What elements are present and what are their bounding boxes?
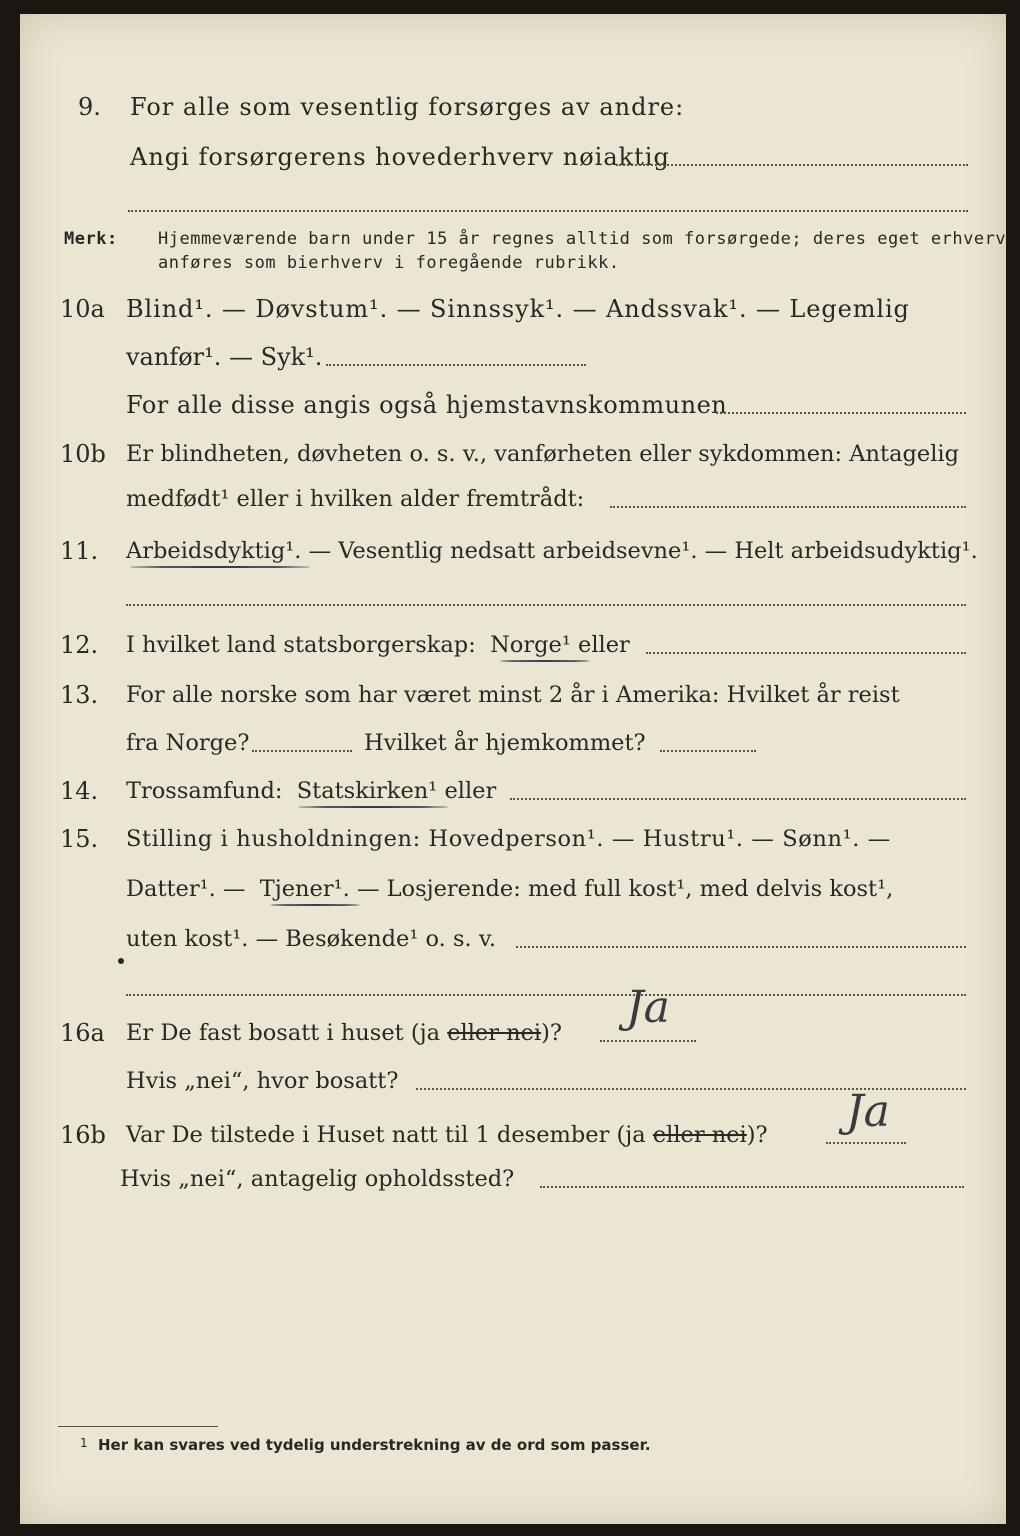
- q15-number: 15.: [60, 825, 99, 853]
- q10b-line2: medfødt¹ eller i hvilken alder fremtrådt:: [126, 486, 585, 512]
- q10b-number: 10b: [60, 440, 106, 468]
- q10b-answer-line[interactable]: [610, 506, 966, 508]
- q15-option-datter: Datter¹. —: [126, 876, 246, 902]
- q15-option-tjener[interactable]: Tjener¹.: [259, 876, 350, 902]
- q10a-hjemstavn-line[interactable]: [716, 412, 966, 414]
- q15-line1: Stilling i husholdningen: Hovedperson¹. — Hustru¹. — Sønn¹. —: [126, 826, 891, 852]
- q11-option-arbeidsdyktig[interactable]: Arbeidsdyktig¹.: [126, 538, 302, 564]
- q12-line: [126, 630, 630, 660]
- q16a-line2: Hvis „nei“, hvor bosatt?: [126, 1068, 399, 1094]
- q16b-struck-option[interactable]: eller nei: [652, 1122, 747, 1148]
- q11-answer-line[interactable]: [126, 604, 966, 606]
- q16a-answer-line[interactable]: [600, 1040, 696, 1042]
- q16b-number: 16b: [60, 1121, 106, 1149]
- q12-question: I hvilket land statsborgerskap:: [126, 632, 476, 658]
- q15-answer-line[interactable]: [516, 946, 966, 948]
- q10a-answer-line[interactable]: [326, 364, 586, 366]
- q13-reist-line[interactable]: [252, 750, 352, 752]
- q16b-question-end: )?: [746, 1122, 768, 1148]
- q10a-line1: Blind¹. — Døvstum¹. — Sinnssyk¹. — Andssvak¹. — Legemlig: [126, 295, 910, 323]
- q16b-answer-line[interactable]: [826, 1142, 906, 1144]
- q10a-number: 10a: [60, 295, 105, 323]
- q10b-line1: Er blindheten, døvheten o. s. v., vanførheten eller sykdommen: Antagelig: [126, 441, 959, 467]
- q13-line2b: Hvilket år hjemkommet?: [364, 730, 646, 756]
- merk-line1: Hjemmeværende barn under 15 år regnes alltid som forsørgede; deres eget erhverv: [158, 229, 1007, 249]
- q16a-handwritten-answer: Ja: [626, 982, 670, 1033]
- q9-line1: For alle som vesentlig forsørges av andre:: [130, 93, 685, 121]
- q10a-line2: vanfør¹. — Syk¹.: [126, 343, 323, 371]
- q13-line1: For alle norske som har været minst 2 år i Amerika: Hvilket år reist: [126, 682, 900, 708]
- q16a-number: 16a: [60, 1019, 105, 1047]
- q16b-handwritten-answer: Ja: [846, 1086, 890, 1137]
- q12-option-norge[interactable]: Norge¹: [490, 632, 571, 658]
- q14-tail: eller: [444, 778, 497, 804]
- q12-answer-line[interactable]: [646, 652, 966, 654]
- q14-option-statskirken[interactable]: Statskirken¹: [296, 778, 438, 804]
- census-form-page: [20, 14, 1006, 1524]
- q16b-opholdssted-line[interactable]: [540, 1186, 964, 1188]
- q16b-line1: [126, 1120, 768, 1150]
- q12-number: 12.: [60, 631, 99, 659]
- ink-dot: [118, 958, 124, 964]
- q15-line2-rest: — Losjerende: med full kost¹, med delvis kost¹,: [356, 876, 894, 902]
- q14-question: Trossamfund:: [126, 778, 283, 804]
- q16a-line1: [126, 1018, 562, 1048]
- q11-text: [126, 536, 978, 566]
- q13-line2a: fra Norge?: [126, 730, 250, 756]
- q9-number: 9.: [78, 93, 101, 121]
- q16b-line2: Hvis „nei“, antagelig opholdssted?: [120, 1166, 515, 1192]
- q10a-line3: For alle disse angis også hjemstavnskommunen: [126, 391, 728, 419]
- footnote-rule: [58, 1426, 218, 1427]
- q9-answer-line-2[interactable]: [128, 210, 968, 212]
- q12-tail: eller: [578, 632, 630, 658]
- q11-number: 11.: [60, 537, 99, 565]
- q15-answer-line-2[interactable]: [126, 994, 966, 996]
- q14-number: 14.: [60, 777, 99, 805]
- q11-pen-underline: [130, 566, 310, 568]
- merk-line2: anføres som bierhverv i foregående rubrikk.: [158, 253, 620, 273]
- q15-pen-underline: [270, 904, 360, 906]
- q14-line: [126, 776, 496, 806]
- q14-pen-underline: [298, 806, 448, 808]
- q11-options-rest: — Vesentlig nedsatt arbeidsevne¹. — Helt arbeidsudyktig¹.: [301, 538, 978, 564]
- q16b-question: Var De tilstede i Huset natt til 1 desember (ja: [126, 1122, 646, 1148]
- q14-answer-line[interactable]: [510, 798, 966, 800]
- q16a-question: Er De fast bosatt i huset (ja: [126, 1020, 441, 1046]
- footnote-mark: 1: [80, 1436, 88, 1450]
- q9-answer-line[interactable]: [616, 164, 968, 166]
- q13-hjemkommet-line[interactable]: [660, 750, 756, 752]
- q15-line3: uten kost¹. — Besøkende¹ o. s. v.: [126, 926, 497, 952]
- q13-number: 13.: [60, 681, 99, 709]
- q16a-struck-option[interactable]: eller nei: [447, 1020, 542, 1046]
- merk-label: Merk:: [64, 229, 118, 249]
- q9-line2: Angi forsørgerens hovederhverv nøiaktig: [130, 143, 670, 171]
- q12-pen-underline: [500, 660, 590, 662]
- q15-line2: [126, 874, 893, 904]
- q16a-question-end: )?: [541, 1020, 562, 1046]
- footnote-text: Her kan svares ved tydelig understrekning av de ord som passer.: [98, 1436, 651, 1454]
